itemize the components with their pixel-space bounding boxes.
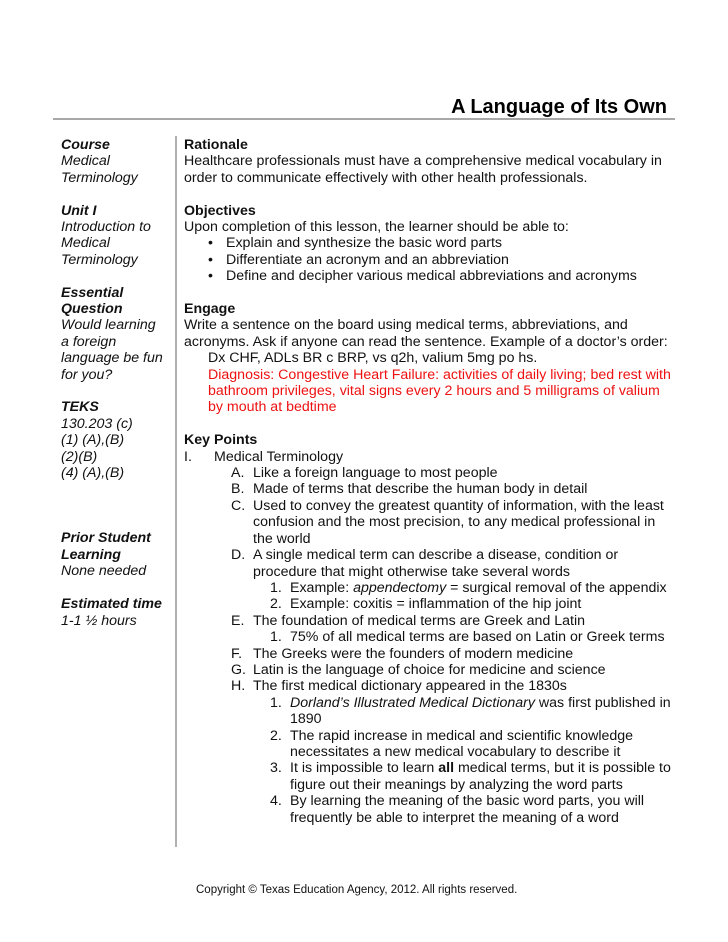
- unit-value-line: Medical: [61, 235, 110, 252]
- subitem-text: Example:: [290, 579, 354, 596]
- subitem-text: medical terms, but it is possible to figure out their meanings by analyzing the word parts: [290, 760, 671, 793]
- outline-subitem: [184, 728, 674, 761]
- outline-item: [184, 662, 674, 678]
- estimated-time-value: 1-1 ½ hours: [61, 612, 137, 629]
- outline-items: [184, 465, 674, 826]
- subitem-text: Example: coxitis = inflammation of the hip joint: [290, 596, 582, 613]
- key-points-section: [184, 432, 674, 826]
- sidebar: [61, 137, 173, 645]
- subitem-emphasis: Dorland’s Illustrated Medical Dictionary: [290, 694, 535, 711]
- subitem-text: 75% of all medical terms are based on Latin or Greek terms: [290, 629, 665, 646]
- teks-line: 130.203 (c): [61, 415, 133, 432]
- course-value-line: Medical: [61, 153, 110, 170]
- outline-marker: I.: [184, 448, 192, 465]
- rationale-section: [184, 137, 674, 186]
- outline-item: [184, 613, 674, 629]
- outline-item: [184, 547, 674, 580]
- column-divider: [175, 136, 177, 847]
- unit-block: [61, 203, 173, 269]
- outline-marker: E.: [231, 612, 245, 629]
- outline-marker: H.: [231, 678, 246, 695]
- essential-question-label: Question: [61, 301, 123, 318]
- outline-section-title: Medical Terminology: [214, 448, 344, 465]
- teks-block: [61, 399, 173, 481]
- teks-line: (2)(B): [61, 448, 98, 465]
- outline-marker: 3.: [270, 760, 282, 777]
- rationale-text: Healthcare professionals must have a comprehensive medical vocabulary in order to communicate effectively with other health professionals.: [184, 153, 662, 186]
- outline-subitem: [184, 629, 674, 645]
- copyright-footer: Copyright © Texas Education Agency, 2012. All rights reserved.: [196, 884, 518, 896]
- outline-marker: 1.: [270, 629, 282, 646]
- doctor-order-translation: Diagnosis: Congestive Heart Failure: activities of daily living; bed rest with bathroom privileges, vital signs every 2 hours and 5 milligrams of valium by mouth at bedtime: [208, 366, 671, 416]
- outline-item: [184, 465, 674, 481]
- course-label: Course: [61, 137, 110, 153]
- outline-marker: 4.: [270, 793, 282, 810]
- doctor-order-example: Dx CHF, ADLs BR c BRP, vs q2h, valium 5mg po hs.: [208, 350, 538, 367]
- essential-question-line: a foreign: [61, 333, 117, 350]
- objectives-list: [184, 235, 674, 284]
- subitem-text: was first published in 1890: [290, 694, 671, 728]
- teks-line: (4) (A),(B): [61, 465, 125, 482]
- prior-learning-value: None needed: [61, 563, 147, 580]
- unit-value-line: Terminology: [61, 251, 138, 268]
- objective-item: • Define and decipher various medical abbreviations and acronyms: [208, 268, 674, 284]
- engage-text: Write a sentence on the board using medical terms, abbreviations, and acronyms. Ask if anyone can read the sentence. Example of a doctor’s order:: [184, 317, 668, 350]
- outline-subitem: [184, 580, 674, 596]
- outline-marker: 1.: [270, 579, 282, 596]
- outline-section: [184, 449, 674, 465]
- outline-subitem: [184, 596, 674, 612]
- teks-label: TEKS: [61, 399, 99, 416]
- objectives-section: [184, 203, 674, 285]
- outline-item-text: Latin is the language of choice for medicine and science: [253, 661, 606, 678]
- outline-item: [184, 498, 674, 547]
- outline-item-text: Made of terms that describe the human body in detail: [253, 481, 588, 498]
- subitem-emphasis: appendectomy: [353, 579, 447, 596]
- prior-learning-label: Prior Student: [61, 530, 151, 547]
- outline-item-text: The foundation of medical terms are Greek and Latin: [253, 612, 586, 629]
- outline-item-text: The Greeks were the founders of modern medicine: [253, 645, 574, 662]
- prior-learning-label: Learning: [61, 546, 121, 563]
- teks-line: (1) (A),(B): [61, 432, 125, 449]
- essential-question-label: Essential: [61, 284, 124, 301]
- outline-marker: 1.: [270, 694, 282, 711]
- prior-learning-block: [61, 530, 173, 579]
- unit-label: Unit I: [61, 202, 97, 219]
- estimated-time-block: [61, 596, 173, 629]
- essential-question-line: language be fun: [61, 350, 163, 367]
- outline-marker: F.: [231, 645, 243, 662]
- subitem-text: By learning the meaning of the basic word parts, you will frequently be able to interpret the meaning of a word: [290, 793, 645, 826]
- outline-item: [184, 646, 674, 662]
- subitem-text: = surgical removal of the appendix: [446, 579, 667, 596]
- page-title: A Language of Its Own: [451, 96, 667, 118]
- outline-marker: 2.: [270, 727, 282, 744]
- key-points-heading: Key Points: [184, 432, 258, 449]
- outline-marker: D.: [231, 547, 246, 564]
- outline-subitem: [184, 695, 674, 728]
- course-value-line: Terminology: [61, 169, 138, 186]
- essential-question-line: for you?: [61, 366, 113, 383]
- outline-marker: 2.: [270, 596, 282, 613]
- engage-section: [184, 301, 674, 416]
- subitem-text: It is impossible to learn: [290, 760, 439, 777]
- title-divider: [53, 118, 675, 120]
- engage-heading: Engage: [184, 301, 236, 318]
- outline-item-text: Like a foreign language to most people: [253, 465, 498, 482]
- objectives-intro: Upon completion of this lesson, the learner should be able to:: [184, 219, 569, 236]
- subitem-bold: all: [438, 760, 455, 777]
- outline-item-text: The first medical dictionary appeared in the 1830s: [253, 678, 567, 695]
- outline-item: [184, 481, 674, 497]
- rationale-heading: Rationale: [184, 137, 248, 153]
- objectives-heading: Objectives: [184, 202, 256, 219]
- outline-marker: G.: [231, 661, 246, 678]
- outline-marker: C.: [231, 497, 246, 514]
- essential-question-block: [61, 285, 173, 383]
- lesson-content: [184, 137, 674, 842]
- outline-subitem: [184, 760, 674, 793]
- estimated-time-label: Estimated time: [61, 596, 162, 613]
- outline-marker: B.: [231, 481, 245, 498]
- objective-item: • Explain and synthesize the basic word parts: [208, 235, 674, 251]
- essential-question-line: Would learning: [61, 317, 156, 334]
- outline-item: [184, 678, 674, 694]
- unit-value-line: Introduction to: [61, 219, 151, 236]
- course-block: [61, 137, 173, 186]
- outline-marker: A.: [231, 465, 245, 482]
- subitem-text: The rapid increase in medical and scientific knowledge necessitates a new medical vocabulary to describe it: [290, 727, 634, 760]
- outline-subitem: [184, 793, 674, 826]
- outline-item-text: Used to convey the greatest quantity of information, with the least confusion and the most precision, to any medical professional in the world: [253, 497, 664, 547]
- outline-item-text: A single medical term can describe a disease, condition or procedure that might otherwise take several words: [253, 547, 619, 580]
- objective-item: • Differentiate an acronym and an abbreviation: [208, 252, 674, 268]
